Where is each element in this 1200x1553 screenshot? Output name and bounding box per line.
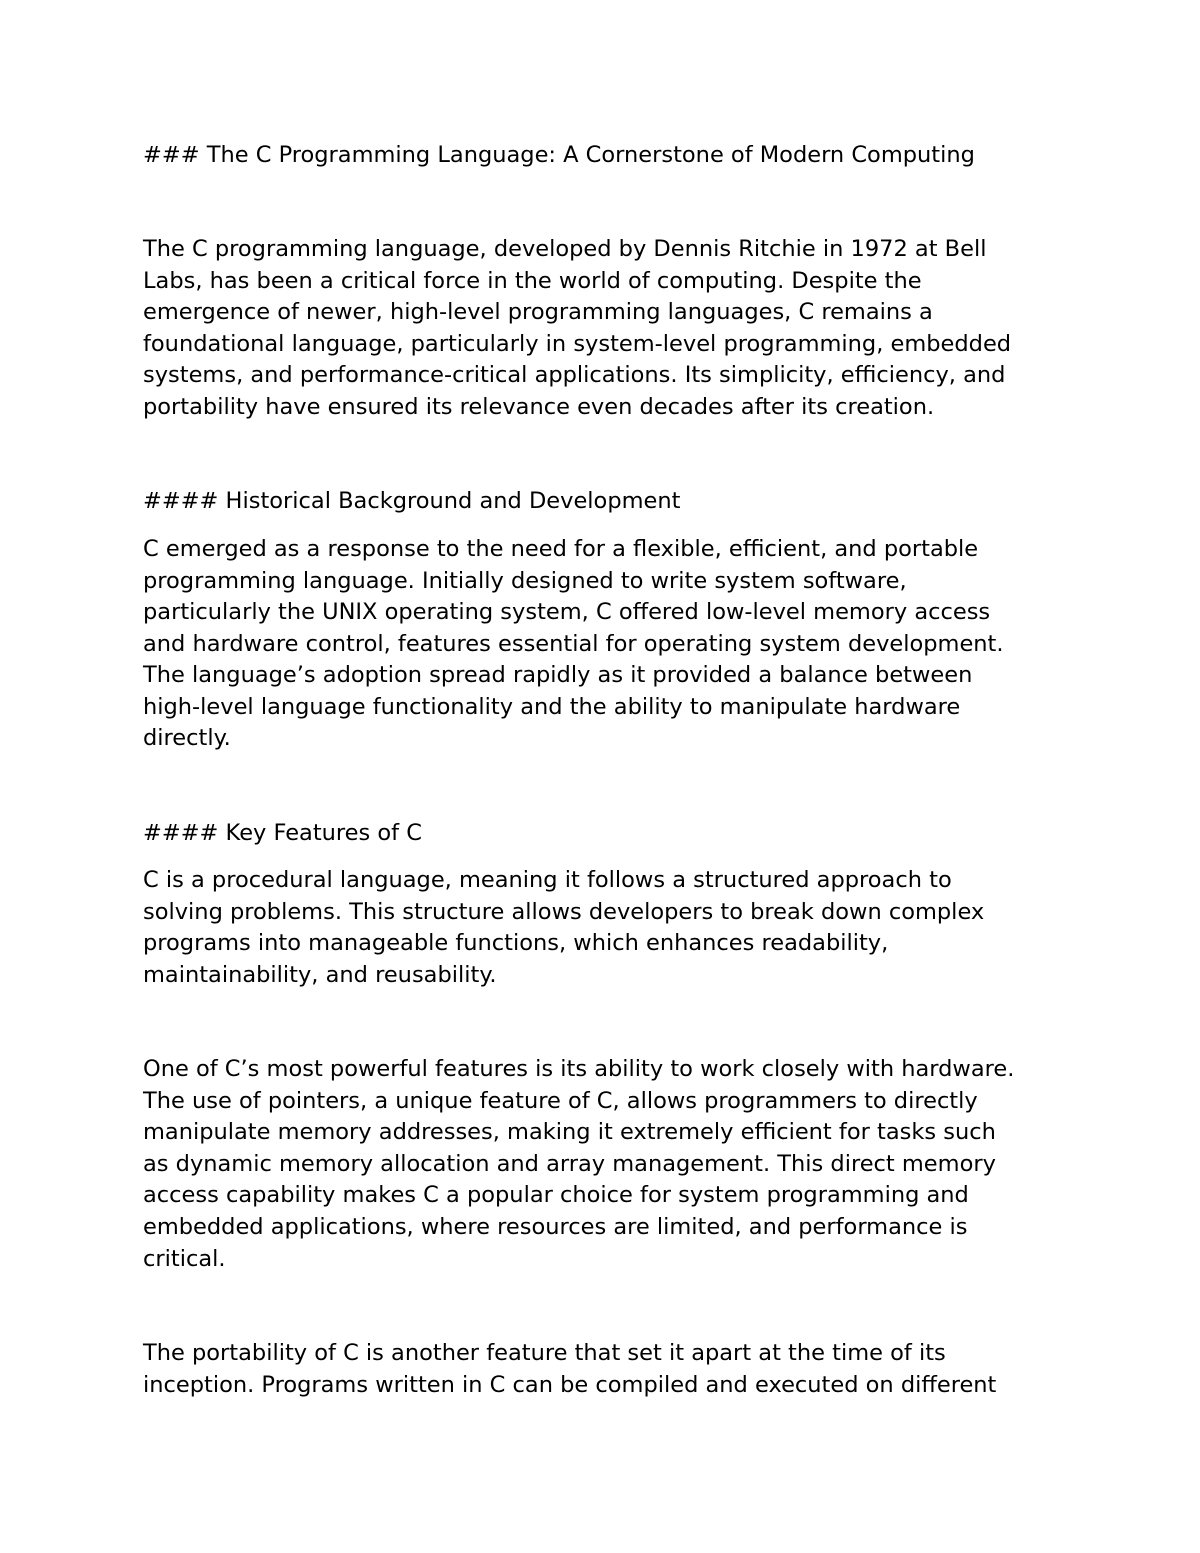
- intro-line: foundational language, particularly in system-level programming, embedded: [143, 331, 1012, 357]
- features-p2-line: as dynamic memory allocation and array management. This direct memory: [143, 1151, 996, 1177]
- intro-line: The C programming language, developed by Dennis Ritchie in 1972 at Bell: [143, 236, 987, 262]
- features-p2-line: The use of pointers, a unique feature of C, allows programmers to directly: [143, 1088, 978, 1114]
- intro-line: systems, and performance-critical applications. Its simplicity, efficiency, and: [143, 362, 1006, 388]
- history-line: The language’s adoption spread rapidly as it provided a balance between: [143, 662, 973, 688]
- history-heading: #### Historical Background and Development: [143, 488, 681, 514]
- features-p2-line: manipulate memory addresses, making it extremely efficient for tasks such: [143, 1119, 996, 1145]
- features-p2-line: One of C’s most powerful features is its ability to work closely with hardware.: [143, 1056, 1015, 1082]
- features-p3-line: The portability of C is another feature that set it apart at the time of its: [143, 1340, 946, 1366]
- history-line: particularly the UNIX operating system, C offered low-level memory access: [143, 599, 991, 625]
- history-line: programming language. Initially designed to write system software,: [143, 568, 907, 594]
- features-p1-line: solving problems. This structure allows developers to break down complex: [143, 899, 985, 925]
- history-line: C emerged as a response to the need for a flexible, efficient, and portable: [143, 536, 979, 562]
- intro-line: emergence of newer, high-level programming languages, C remains a: [143, 299, 933, 325]
- features-p1-line: C is a procedural language, meaning it follows a structured approach to: [143, 867, 952, 893]
- document-title: ### The C Programming Language: A Cornerstone of Modern Computing: [143, 142, 975, 168]
- history-line: directly.: [143, 725, 231, 751]
- features-p2-line: critical.: [143, 1246, 226, 1272]
- intro-line: portability have ensured its relevance even decades after its creation.: [143, 394, 935, 420]
- intro-line: Labs, has been a critical force in the world of computing. Despite the: [143, 268, 922, 294]
- features-p2-line: access capability makes C a popular choice for system programming and: [143, 1182, 969, 1208]
- features-heading: #### Key Features of C: [143, 820, 422, 846]
- features-p3-line: inception. Programs written in C can be compiled and executed on different: [143, 1372, 997, 1398]
- features-p2-line: embedded applications, where resources are limited, and performance is: [143, 1214, 968, 1240]
- features-p1-line: programs into manageable functions, which enhances readability,: [143, 930, 889, 956]
- history-line: high-level language functionality and the ability to manipulate hardware: [143, 694, 961, 720]
- history-line: and hardware control, features essential for operating system development.: [143, 631, 1004, 657]
- features-p1-line: maintainability, and reusability.: [143, 962, 497, 988]
